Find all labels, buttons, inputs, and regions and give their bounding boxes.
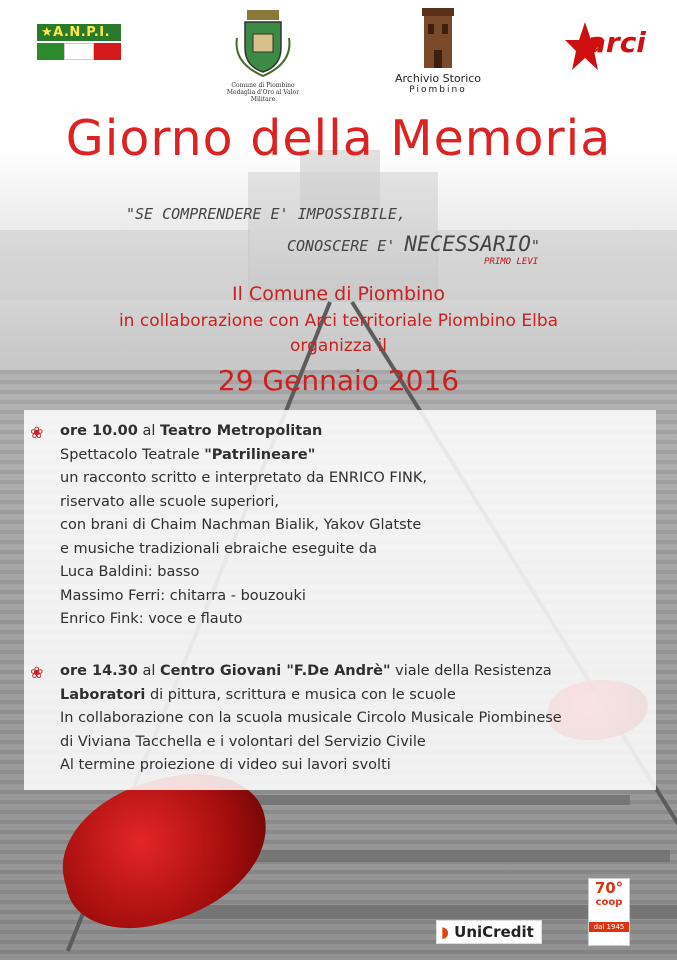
event-2-header [60, 660, 562, 684]
event-2-venue: Centro Giovani "F.De Andrè" [160, 663, 391, 679]
event-2-time: ore 14.30 [60, 663, 138, 679]
archivio-subtitle: Piombino [409, 85, 467, 95]
event-2-labs-desc: di pittura, scrittura e musica con le scuole [149, 686, 456, 703]
event-1-line-8: Massimo Ferri: chitarra - bouzouki [60, 587, 306, 604]
coat-of-arms-icon [233, 8, 293, 78]
event-1-line-7: Luca Baldini: basso [60, 564, 200, 580]
quote-author: PRIMO LEVI [484, 257, 539, 267]
event-1-line-2 [60, 444, 427, 468]
quote-line-2 [287, 232, 540, 256]
flower-bullet-icon: ❀ [30, 663, 44, 682]
event-1-line-3: un racconto scritto e interpretato da ENRICO FINK, [60, 470, 427, 486]
event-2 [60, 660, 562, 778]
coop-anniversary: 70° [594, 879, 624, 897]
event-1-at: al [142, 423, 156, 439]
coop-since: dal 1945 [589, 922, 629, 932]
unicredit-logo [436, 920, 542, 944]
unicredit-mark-icon: ◗ [441, 923, 449, 941]
event-1 [60, 420, 427, 632]
anpi-text: ★A.N.P.I. [37, 24, 121, 41]
comune-caption: Comune di Piombino [231, 82, 295, 89]
event-date: 29 Gennaio 2016 [217, 364, 460, 397]
event-1-header [60, 420, 427, 444]
event-1-show-title: "Patrilineare" [204, 446, 316, 463]
event-1-venue: Teatro Metropolitan [160, 423, 323, 439]
anpi-logo [37, 24, 121, 60]
arci-logo [565, 20, 645, 76]
event-2-at: al [142, 663, 156, 679]
comune-caption-medal: Medaglia d'Oro al Valor Militare [226, 89, 300, 103]
organizer-line-3: organizza il [290, 336, 387, 356]
comune-piombino-logo [222, 8, 304, 104]
organizer-line-2: in collaborazione con Arci territoriale Piombino Elba [118, 311, 559, 331]
quote-line-1: "SE COMPRENDERE E' IMPOSSIBILE, [126, 205, 406, 223]
event-2-street: viale della Resistenza [395, 663, 552, 679]
unicredit-wordmark: UniCredit [454, 923, 534, 941]
event-2-line-3: In collaborazione con la scuola musicale Circolo Musicale Piombinese [60, 710, 562, 726]
flower-bullet-icon: ❀ [30, 423, 44, 442]
event-1-line-5: con brani di Chaim Nachman Bialik, Yakov Glatste [60, 517, 422, 533]
event-1-line-6: e musiche tradizionali ebraiche eseguite da [60, 540, 377, 557]
event-2-line-5: Al termine proiezione di video sui lavori svolti [60, 757, 391, 773]
event-1-line-4: riservato alle scuole superiori, [60, 493, 280, 510]
event-1-time: ore 10.00 [60, 423, 138, 439]
event-2-labs: Laboratori [60, 686, 146, 703]
quote-line-2-start: CONOSCERE E' [287, 237, 396, 255]
event-2-line-2 [60, 684, 562, 708]
event-1-line-9: Enrico Fink: voce e flauto [60, 611, 243, 627]
coop-logo [588, 878, 630, 946]
archivio-storico-logo [386, 6, 490, 98]
event-1-type: Spettacolo Teatrale [60, 446, 200, 463]
quote-emphasis: NECESSARIO [404, 232, 531, 256]
organizer-line-1: Il Comune di Piombino [232, 283, 445, 305]
arci-wordmark: arci [587, 26, 646, 59]
event-2-line-4: di Viviana Tacchella e i volontari del Servizio Civile [60, 733, 426, 750]
tower-icon [416, 6, 460, 68]
coop-wordmark: coop [595, 897, 623, 908]
archivio-title: Archivio Storico [394, 72, 482, 85]
rail-tie [210, 795, 630, 805]
page-title: Giorno della Memoria [65, 110, 612, 167]
quote-close: " [530, 237, 540, 255]
italian-flag-icon [37, 43, 121, 60]
